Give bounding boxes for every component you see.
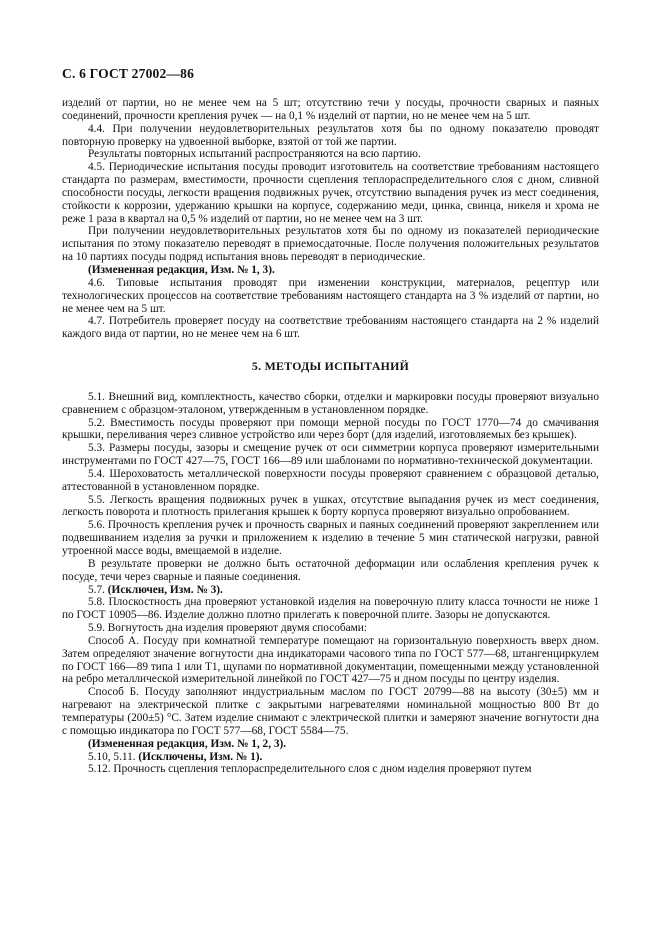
paragraph: Результаты повторных испытаний распространяются на всю партию. [88,148,421,161]
paragraph: 4.7. Потребитель проверяет посуду на соответствие требованиям настоящего стандарта на 2 % изделий каждого вида от партии, но не менее чем на 6 шт. [62,315,599,341]
amendment-note: (Измененная редакция, Изм. № 1, 2, 3). [88,737,287,750]
paragraph: 5.6. Прочность крепления ручек и прочность сварных и паяных соединений проверяют закреплением или подвешиванием изделия за ручки и приложением к изделию в течение 5 мин статической нагрузки, равной утроенной массе воды, вмещаемой в изделие. [62,519,599,557]
section-title: 5. МЕТОДЫ ИСПЫТАНИЙ [251,359,410,374]
amendment-note: (Измененная редакция, Изм. № 1, 3). [88,263,275,276]
paragraph: 5.2. Вместимость посуды проверяют при помощи мерной посуды по ГОСТ 1770—74 до смачивания крышки, переливания через сливное устройство или через борт (для изделий, изготовляемых без крышек). [62,416,599,442]
paragraph: В результате проверки не должно быть остаточной деформации или ослабления крепления ручек к посуде, течи через сварные и паяные соединения. [62,557,599,583]
paragraph: Способ Б. Посуду заполняют индустриальным маслом по ГОСТ 20799—88 на высоту (30±5) мм и нагревают на электрической плитке с закрытыми нагревателями номинальной мощностью 800 Вт до температуры (200±5) °С. Затем изделие снимают с электрической плитки и замеряют значение вогнутости дна с помощью индикатора по ГОСТ 577—68, ГОСТ 5584—75. [62,686,599,737]
exclusion-note: (Исключен, Изм. № 3). [107,583,223,596]
paragraph: 5.8. Плоскостность дна проверяют установкой изделия на поверочную плиту класса точности не ниже 1 по ГОСТ 10905—86. Изделие должно плотно прилегать к поверочной плите. Зазоры не допускаются. [62,596,599,622]
page-header: С. 6 ГОСТ 27002—86 [62,66,195,81]
paragraph: 4.4. При получении неудовлетворительных результатов хотя бы по одному показателю проводят повторную проверку на удвоенной выборке, взятой от той же партии. [62,122,599,148]
paragraph: 4.5. Периодические испытания посуды проводит изготовитель на соответствие требованиям настоящего стандарта по размерам, вместимости, прочности сцепления теплораспределительного слоя с дном, сливной способности посуды, легкости вращения подвижных ручек, отсутствию выпадения ручек из мест соединения, стойкости к коррозии, удержанию крышки на корпусе, содержанию меди, цинка, свинца, никеля и хрома не реже 1 раза в квартал на 0,5 % изделий от партии, но не менее чем на 3 шт. [62,161,599,225]
paragraph: 5.9. Вогнутость дна изделия проверяют двумя способами: [88,622,367,635]
paragraph: изделий от партии, но не менее чем на 5 шт; отсутствию течи у посуды, прочности сварных и паяных соединений, прочности крепления ручек — на 0,1 % изделий от партии, но не менее чем на 5 шт. [62,97,599,122]
paragraph: 5.3. Размеры посуды, зазоры и смещение ручек от оси симметрии корпуса проверяют измерительными инструментами по ГОСТ 427—75, ГОСТ 166—89 или шаблонами по нормативно-технической документации. [62,442,599,468]
clause-number: 5.10, 5.11. [88,750,136,763]
paragraph: 5.12. Прочность сцепления теплораспределительного слоя с дном изделия проверяют путем [88,763,532,776]
exclusion-note: (Исключены, Изм. № 1). [138,750,263,763]
paragraph: 5.5. Легкость вращения подвижных ручек в ушках, отсутствие выпадания ручек из мест соединения, легкость поворота и плотность прилегания крышек к борту корпуса проверяют визуально опробованием. [62,493,599,519]
paragraph: При получении неудовлетворительных результатов хотя бы по одному из показателей периодические испытания по этому показателю переводят в приемосдаточные. После получения положительных результатов на 10 партиях посуды подряд испытания вновь переводят в периодические. [62,225,599,264]
paragraph: 4.6. Типовые испытания проводят при изменении конструкции, материалов, рецептур или технологических процессов на соответствие требованиям настоящего стандарта на 3 % изделий от партии, но не менее чем на 5 шт. [62,276,599,315]
document-body [62,97,599,776]
paragraph: 5.1. Внешний вид, комплектность, качество сборки, отделки и маркировки посуды проверяют визуально сравнением с образцом-эталоном, утвержденным в установленном порядке. [62,390,599,416]
paragraph: Способ А. Посуду при комнатной температуре помещают на горизонтальную поверхность вверх дном. Затем определяют значение вогнутости дна индикаторами часового типа по ГОСТ 577—68, штангенциркулем по ГОСТ 166—89 типа 1 или Т1, щупами по нормативной документации, помещенными между установленной на ребро металлической измерительной линейкой по ГОСТ 427—75 и дном посуды по центру изделия. [62,634,599,686]
paragraph-excluded [62,751,599,764]
clause-number: 5.7. [88,583,105,596]
paragraph-excluded [62,584,599,597]
paragraph: 5.4. Шероховатость металлической поверхности посуды проверяют сравнением с образцовой деталью, аттестованной в установленном порядке. [62,467,599,493]
